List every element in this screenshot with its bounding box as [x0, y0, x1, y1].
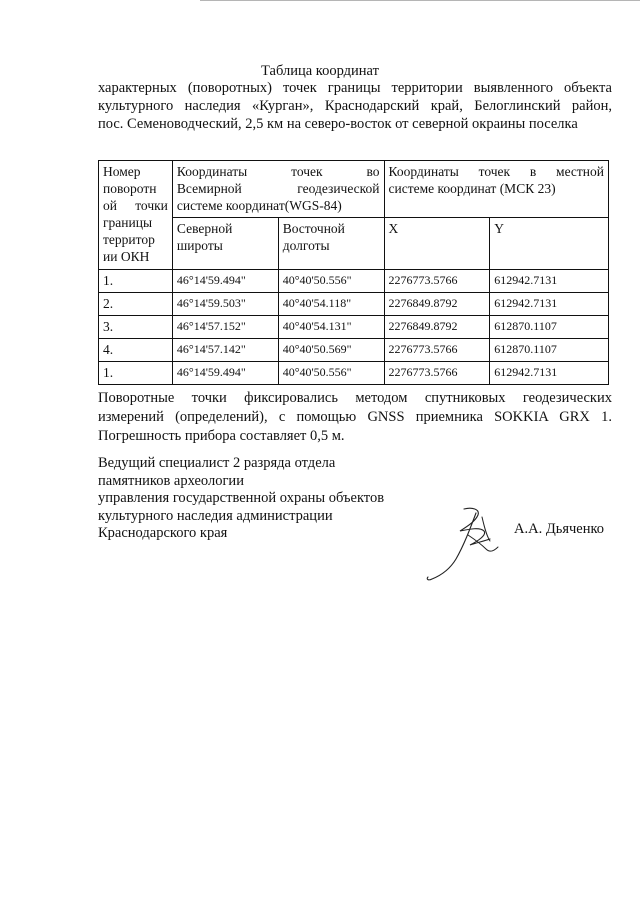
- cell-point-number: 4.: [99, 339, 173, 362]
- header-msk23: [384, 161, 609, 218]
- cell-point-number: 2.: [99, 293, 173, 316]
- header-text: широты: [176, 238, 223, 253]
- subheader-x: X: [384, 218, 490, 270]
- document-title: Таблица координат: [261, 63, 379, 79]
- cell-y: 612942.7131: [490, 362, 609, 385]
- cell-y: 612870.1107: [490, 316, 609, 339]
- header-text: границы: [103, 215, 153, 230]
- header-text: долготы: [282, 238, 330, 253]
- header-text: ии ОКН: [103, 249, 150, 264]
- note-line: Поворотные точки фиксировались методом спутниковых геодезических: [98, 390, 612, 406]
- intro-paragraph: [98, 79, 612, 133]
- top-rule: [200, 0, 640, 1]
- cell-longitude: 40°40'50.556": [278, 270, 384, 293]
- cell-latitude: 46°14'59.494": [172, 362, 278, 385]
- signer-line: управления государственной охраны объектов: [98, 490, 385, 506]
- note-line: Погрешность прибора составляет 0,5 м.: [98, 428, 345, 444]
- cell-point-number: 3.: [99, 316, 173, 339]
- header-text: Всемирной геодезической: [176, 181, 380, 196]
- cell-y: 612942.7131: [490, 293, 609, 316]
- intro-line: характерных (поворотных) точек границы территории выявленного объекта: [98, 80, 612, 96]
- signer-line: памятников археологии: [98, 472, 244, 489]
- header-text: Восточной: [282, 221, 345, 236]
- header-text: системе координат (МСК 23): [388, 181, 556, 196]
- cell-point-number: 1.: [99, 270, 173, 293]
- cell-x: 2276849.8792: [384, 316, 490, 339]
- cell-longitude: 40°40'50.569": [278, 339, 384, 362]
- cell-x: 2276773.5766: [384, 339, 490, 362]
- cell-x: 2276773.5766: [384, 270, 490, 293]
- header-text: системе координат(WGS-84): [176, 198, 342, 213]
- intro-line: пос. Семеноводческий, 2,5 км на северо-восток от северной окраины поселка: [98, 116, 578, 132]
- note-line: измерений (определений), с помощью GNSS приемника SOKKIA GRX 1.: [98, 409, 612, 425]
- table-row: [99, 316, 609, 339]
- header-point-number: [99, 161, 173, 270]
- cell-y: 612942.7131: [490, 270, 609, 293]
- subheader-y: Y: [490, 218, 609, 270]
- subheader-longitude: [278, 218, 384, 270]
- cell-x: 2276849.8792: [384, 293, 490, 316]
- table-row: [99, 293, 609, 316]
- header-wgs84: [172, 161, 384, 218]
- signer-line: Краснодарского края: [98, 525, 228, 541]
- table-subheader-row: [99, 218, 609, 270]
- subheader-latitude: [172, 218, 278, 270]
- signer-line: Ведущий специалист 2 разряда отдела: [98, 455, 336, 471]
- table-row: [99, 270, 609, 293]
- cell-y: 612870.1107: [490, 339, 609, 362]
- cell-latitude: 46°14'57.152": [172, 316, 278, 339]
- signer-position: [98, 455, 438, 543]
- cell-point-number: 1.: [99, 362, 173, 385]
- header-text: Северной: [176, 221, 233, 236]
- measurement-note: [98, 389, 612, 446]
- cell-latitude: 46°14'57.142": [172, 339, 278, 362]
- header-text: Номер: [103, 164, 141, 179]
- coordinates-table: [98, 160, 609, 385]
- header-text: ой точки: [103, 198, 168, 213]
- table-row: [99, 362, 609, 385]
- table-header-row: [99, 161, 609, 218]
- header-text: Координаты точек в местной: [388, 164, 604, 179]
- header-text: территор: [103, 232, 155, 247]
- cell-longitude: 40°40'50.556": [278, 362, 384, 385]
- intro-line: культурного наследия «Курган», Краснодарский край, Белоглинский район,: [98, 98, 612, 114]
- handwritten-signature: [420, 505, 510, 585]
- cell-latitude: 46°14'59.494": [172, 270, 278, 293]
- header-text: Координаты точек во: [176, 164, 380, 179]
- cell-longitude: 40°40'54.118": [278, 293, 384, 316]
- header-text: поворотн: [103, 181, 157, 196]
- cell-longitude: 40°40'54.131": [278, 316, 384, 339]
- cell-latitude: 46°14'59.503": [172, 293, 278, 316]
- table-row: [99, 339, 609, 362]
- signer-line: культурного наследия администрации: [98, 507, 333, 524]
- cell-x: 2276773.5766: [384, 362, 490, 385]
- signer-name: А.А. Дьяченко: [514, 521, 605, 537]
